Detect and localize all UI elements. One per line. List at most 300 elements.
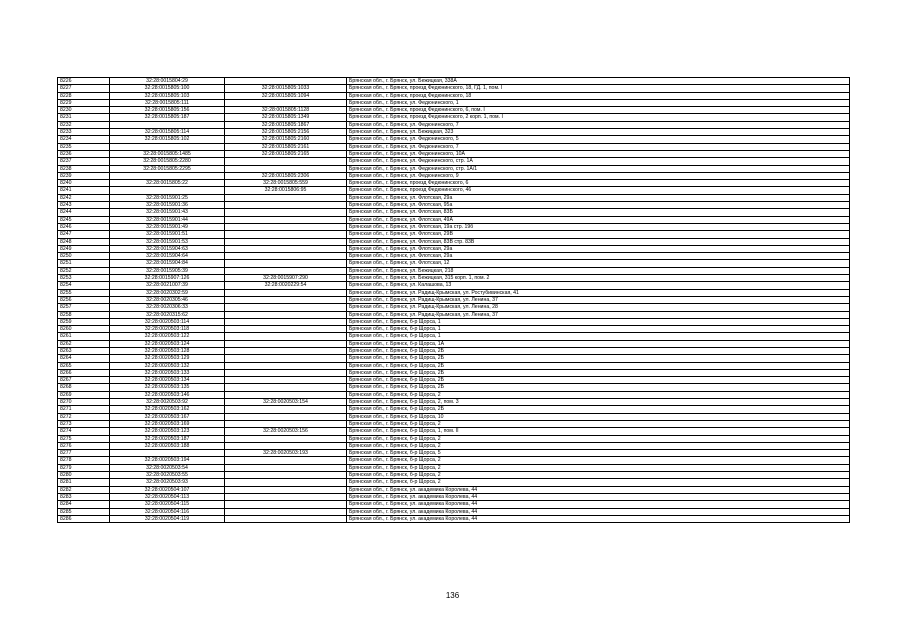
address-cell: Брянская обл., г. Брянск, б-р Щорса, 2Б bbox=[347, 406, 850, 413]
table-row bbox=[58, 479, 850, 486]
cadastral-number-cell: 32:28:0020306:33 bbox=[110, 304, 225, 311]
row-number-cell: 8248 bbox=[58, 238, 110, 245]
cadastral-number-cell: 32:28:0021007:39 bbox=[110, 282, 225, 289]
cadastral-number-cell bbox=[110, 187, 225, 194]
cadastral-number-cell: 32:28:0020503:118 bbox=[110, 326, 225, 333]
address-cell: Брянская обл., г. Брянск, ул. Бежицкая, 323 bbox=[347, 129, 850, 136]
row-number-cell: 8247 bbox=[58, 231, 110, 238]
table-row bbox=[58, 399, 850, 406]
building-cadastral-cell bbox=[225, 304, 347, 311]
building-cadastral-cell: 32:28:0020229:54 bbox=[225, 282, 347, 289]
cadastral-number-cell: 32:28:0015904:63 bbox=[110, 245, 225, 252]
building-cadastral-cell bbox=[225, 78, 347, 85]
building-cadastral-cell: 32:28:0015805:1094 bbox=[225, 92, 347, 99]
address-cell: Брянская обл., г. Брянск, ул. Федюнинского, 7 bbox=[347, 143, 850, 150]
address-cell: Брянская обл., г. Брянск, б-р Щорса, 2Б bbox=[347, 384, 850, 391]
cadastral-number-cell: 32:28:0020503:122 bbox=[110, 333, 225, 340]
row-number-cell: 8276 bbox=[58, 442, 110, 449]
table-row bbox=[58, 347, 850, 354]
row-number-cell: 8279 bbox=[58, 464, 110, 471]
row-number-cell: 8273 bbox=[58, 420, 110, 427]
row-number-cell: 8269 bbox=[58, 391, 110, 398]
cadastral-number-cell: 32:28:0020503:124 bbox=[110, 340, 225, 347]
row-number-cell: 8230 bbox=[58, 107, 110, 114]
row-number-cell: 8268 bbox=[58, 384, 110, 391]
row-number-cell: 8281 bbox=[58, 479, 110, 486]
building-cadastral-cell bbox=[225, 202, 347, 209]
row-number-cell: 8284 bbox=[58, 501, 110, 508]
table-row bbox=[58, 129, 850, 136]
row-number-cell: 8234 bbox=[58, 136, 110, 143]
table-row bbox=[58, 435, 850, 442]
cadastral-number-cell: 32:28:0020503:162 bbox=[110, 406, 225, 413]
table-row bbox=[58, 260, 850, 267]
table-row bbox=[58, 304, 850, 311]
building-cadastral-cell bbox=[225, 442, 347, 449]
building-cadastral-cell bbox=[225, 223, 347, 230]
address-cell: Брянская обл., г. Брянск, б-р Щорса, 2 bbox=[347, 420, 850, 427]
row-number-cell: 8265 bbox=[58, 362, 110, 369]
cadastral-number-cell: 32:28:0015805:1485 bbox=[110, 150, 225, 157]
address-cell: Брянская обл., г. Брянск, б-р Щорса, 1, пом. II bbox=[347, 428, 850, 435]
row-number-cell: 8282 bbox=[58, 486, 110, 493]
table-row bbox=[58, 114, 850, 121]
cadastral-number-cell: 32:28:0020503:114 bbox=[110, 318, 225, 325]
cadastral-number-cell: 32:28:0020503:135 bbox=[110, 384, 225, 391]
building-cadastral-cell bbox=[225, 209, 347, 216]
cadastral-number-cell: 32:28:0020504:119 bbox=[110, 515, 225, 522]
page-number: 136 bbox=[445, 591, 460, 600]
table-row bbox=[58, 267, 850, 274]
building-cadastral-cell bbox=[225, 165, 347, 172]
table-row bbox=[58, 150, 850, 157]
row-number-cell: 8267 bbox=[58, 377, 110, 384]
building-cadastral-cell: 32:28:0015805:2306 bbox=[225, 172, 347, 179]
building-cadastral-cell: 32:28:0015805:1128 bbox=[225, 107, 347, 114]
cadastral-number-cell: 32:28:0015907:126 bbox=[110, 275, 225, 282]
building-cadastral-cell: 32:28:0015805:1349 bbox=[225, 114, 347, 121]
building-cadastral-cell bbox=[225, 377, 347, 384]
table-row bbox=[58, 450, 850, 457]
address-cell: Брянская обл., г. Брянск, б-р Щорса, 2Б bbox=[347, 347, 850, 354]
table-row bbox=[58, 508, 850, 515]
address-cell: Брянская обл., г. Брянск, проезд Федюнинского, 46 bbox=[347, 187, 850, 194]
cadastral-number-cell: 32:28:0020503:167 bbox=[110, 413, 225, 420]
table-row bbox=[58, 158, 850, 165]
building-cadastral-cell: 32:28:0020503:154 bbox=[225, 399, 347, 406]
table-row bbox=[58, 282, 850, 289]
table-row bbox=[58, 85, 850, 92]
address-cell: Брянская обл., г. Брянск, проезд Федюнинского, 2 корп. 1, пом. I bbox=[347, 114, 850, 121]
building-cadastral-cell bbox=[225, 296, 347, 303]
building-cadastral-cell bbox=[225, 472, 347, 479]
address-cell: Брянская обл., г. Брянск, ул. Флотская, 19а стр. 19б bbox=[347, 223, 850, 230]
table-row bbox=[58, 486, 850, 493]
table-row bbox=[58, 362, 850, 369]
address-cell: Брянская обл., г. Брянск, б-р Щорса, 1 bbox=[347, 326, 850, 333]
building-cadastral-cell bbox=[225, 362, 347, 369]
address-cell: Брянская обл., г. Брянск, ул. академика Королева, 44 bbox=[347, 501, 850, 508]
row-number-cell: 8227 bbox=[58, 85, 110, 92]
cadastral-number-cell: 32:28:0015904:84 bbox=[110, 260, 225, 267]
cadastral-number-cell: 32:28:0015805:2280 bbox=[110, 158, 225, 165]
building-cadastral-cell: 32:28:0015805:2165 bbox=[225, 150, 347, 157]
address-cell: Брянская обл., г. Брянск, б-р Щорса, 2 bbox=[347, 457, 850, 464]
address-cell: Брянская обл., г. Брянск, ул. Флотская, 83В стр. 83В bbox=[347, 238, 850, 245]
table-row bbox=[58, 187, 850, 194]
address-cell: Брянская обл., г. Брянск, ул. Радищ-Крымская, ул. Ленина, 37 bbox=[347, 311, 850, 318]
table-row bbox=[58, 515, 850, 522]
table-row bbox=[58, 406, 850, 413]
row-number-cell: 8286 bbox=[58, 515, 110, 522]
row-number-cell: 8233 bbox=[58, 129, 110, 136]
building-cadastral-cell: 32:28:0015805:2160 bbox=[225, 136, 347, 143]
cadastral-number-cell: 32:28:0020315:62 bbox=[110, 311, 225, 318]
row-number-cell: 8242 bbox=[58, 194, 110, 201]
address-cell: Брянская обл., г. Брянск, б-р Щорса, 2, пом. 3 bbox=[347, 399, 850, 406]
table-row bbox=[58, 202, 850, 209]
address-cell: Брянская обл., г. Брянск, ул. Бежицкая, 338А bbox=[347, 78, 850, 85]
table-row bbox=[58, 121, 850, 128]
building-cadastral-cell bbox=[225, 245, 347, 252]
row-number-cell: 8258 bbox=[58, 311, 110, 318]
building-cadastral-cell bbox=[225, 464, 347, 471]
address-cell: Брянская обл., г. Брянск, б-р Щорса, 1 bbox=[347, 318, 850, 325]
cadastral-number-cell: 32:28:0020503:93 bbox=[110, 479, 225, 486]
row-number-cell: 8274 bbox=[58, 428, 110, 435]
row-number-cell: 8229 bbox=[58, 99, 110, 106]
cadastral-number-cell: 32:28:0020503:55 bbox=[110, 472, 225, 479]
cadastral-number-cell bbox=[110, 172, 225, 179]
address-cell: Брянская обл., г. Брянск, ул. Флотская, 29а bbox=[347, 194, 850, 201]
address-cell: Брянская обл., г. Брянск, ул. Радищ-Крымская, ул. Ростубивинская, 41 bbox=[347, 289, 850, 296]
row-number-cell: 8253 bbox=[58, 275, 110, 282]
building-cadastral-cell bbox=[225, 267, 347, 274]
cadastral-number-cell: 32:28:0020503:128 bbox=[110, 347, 225, 354]
table-row bbox=[58, 369, 850, 376]
address-cell: Брянская обл., г. Брянск, б-р Щорса, 1 bbox=[347, 333, 850, 340]
table-row bbox=[58, 245, 850, 252]
building-cadastral-cell: 32:28:0015805:2161 bbox=[225, 143, 347, 150]
cadastral-number-cell: 32:28:0020503:54 bbox=[110, 464, 225, 471]
address-cell: Брянская обл., г. Брянск, ул. академика Королева, 44 bbox=[347, 515, 850, 522]
cadastral-number-cell: 32:28:0020503:133 bbox=[110, 369, 225, 376]
address-cell: Брянская обл., г. Брянск, проезд Федюнинского, 6, пом. I bbox=[347, 107, 850, 114]
building-cadastral-cell bbox=[225, 369, 347, 376]
building-cadastral-cell bbox=[225, 99, 347, 106]
building-cadastral-cell bbox=[225, 420, 347, 427]
row-number-cell: 8278 bbox=[58, 457, 110, 464]
cadastral-number-cell: 32:28:0020503:188 bbox=[110, 442, 225, 449]
row-number-cell: 8235 bbox=[58, 143, 110, 150]
address-cell: Брянская обл., г. Брянск, ул. академика Королева, 44 bbox=[347, 508, 850, 515]
building-cadastral-cell bbox=[225, 194, 347, 201]
table-row bbox=[58, 333, 850, 340]
table-row bbox=[58, 501, 850, 508]
cadastral-number-cell bbox=[110, 450, 225, 457]
building-cadastral-cell bbox=[225, 326, 347, 333]
address-cell: Брянская обл., г. Брянск, ул. Бежицкая, 315 корп. 1, пом. 2 bbox=[347, 275, 850, 282]
table-row bbox=[58, 136, 850, 143]
cadastral-number-cell: 32:28:0020503:132 bbox=[110, 362, 225, 369]
table-row bbox=[58, 464, 850, 471]
row-number-cell: 8263 bbox=[58, 347, 110, 354]
row-number-cell: 8256 bbox=[58, 296, 110, 303]
cadastral-number-cell bbox=[110, 121, 225, 128]
building-cadastral-cell: 32:28:0015805:2156 bbox=[225, 129, 347, 136]
table-row bbox=[58, 442, 850, 449]
table-row bbox=[58, 355, 850, 362]
table-row bbox=[58, 391, 850, 398]
table-row bbox=[58, 296, 850, 303]
table-row bbox=[58, 420, 850, 427]
building-cadastral-cell bbox=[225, 515, 347, 522]
address-cell: Брянская обл., г. Брянск, ул. Бежицкая, 218 bbox=[347, 267, 850, 274]
address-cell: Брянская обл., г. Брянск, б-р Щорса, 2Б bbox=[347, 377, 850, 384]
table-row bbox=[58, 340, 850, 347]
building-cadastral-cell bbox=[225, 158, 347, 165]
row-number-cell: 8271 bbox=[58, 406, 110, 413]
row-number-cell: 8264 bbox=[58, 355, 110, 362]
cadastral-number-cell: 32:28:0015805:114 bbox=[110, 129, 225, 136]
table-row bbox=[58, 92, 850, 99]
cadastral-number-cell: 32:28:0020503:92 bbox=[110, 399, 225, 406]
building-cadastral-cell bbox=[225, 289, 347, 296]
building-cadastral-cell: 32:28:0020503:156 bbox=[225, 428, 347, 435]
address-cell: Брянская обл., г. Брянск, б-р Щорса, 2 bbox=[347, 391, 850, 398]
cadastral-number-cell: 32:28:0015805:111 bbox=[110, 99, 225, 106]
row-number-cell: 8257 bbox=[58, 304, 110, 311]
table-row bbox=[58, 384, 850, 391]
table-row bbox=[58, 311, 850, 318]
table-row bbox=[58, 275, 850, 282]
table-row bbox=[58, 238, 850, 245]
address-cell: Брянская обл., г. Брянск, ул. Флотская, 49А bbox=[347, 216, 850, 223]
table-row bbox=[58, 107, 850, 114]
cadastral-number-cell: 32:28:0020504:116 bbox=[110, 508, 225, 515]
address-cell: Брянская обл., г. Брянск, ул. Федюнинского, 5 bbox=[347, 136, 850, 143]
table-row bbox=[58, 180, 850, 187]
table-row bbox=[58, 172, 850, 179]
address-cell: Брянская обл., г. Брянск, б-р Щорса, 1А bbox=[347, 340, 850, 347]
cadastral-number-cell: 32:28:0015805:103 bbox=[110, 92, 225, 99]
row-number-cell: 8285 bbox=[58, 508, 110, 515]
building-cadastral-cell bbox=[225, 479, 347, 486]
address-cell: Брянская обл., г. Брянск, ул. Флотская, 83Б bbox=[347, 209, 850, 216]
cadastral-number-cell: 32:28:0015805:102 bbox=[110, 136, 225, 143]
cadastral-number-cell: 32:28:0020504:115 bbox=[110, 501, 225, 508]
table-row bbox=[58, 223, 850, 230]
building-cadastral-cell bbox=[225, 493, 347, 500]
row-number-cell: 8237 bbox=[58, 158, 110, 165]
address-cell: Брянская обл., г. Брянск, ул. Радищ-Крымская, ул. Ленина, 37 bbox=[347, 296, 850, 303]
row-number-cell: 8255 bbox=[58, 289, 110, 296]
address-cell: Брянская обл., г. Брянск, ул. Флотская, 95а bbox=[347, 202, 850, 209]
row-number-cell: 8239 bbox=[58, 172, 110, 179]
cadastral-number-cell: 32:28:0020305:46 bbox=[110, 296, 225, 303]
table-row bbox=[58, 231, 850, 238]
table-row bbox=[58, 253, 850, 260]
table-row bbox=[58, 377, 850, 384]
building-cadastral-cell bbox=[225, 457, 347, 464]
table-body bbox=[58, 78, 850, 523]
row-number-cell: 8283 bbox=[58, 493, 110, 500]
cadastral-number-cell: 32:28:0015901:36 bbox=[110, 202, 225, 209]
building-cadastral-cell bbox=[225, 216, 347, 223]
table-row bbox=[58, 165, 850, 172]
address-cell: Брянская обл., г. Брянск, проезд Федюнинского, 18, ГД. 1, пом. I bbox=[347, 85, 850, 92]
building-cadastral-cell bbox=[225, 238, 347, 245]
building-cadastral-cell bbox=[225, 347, 347, 354]
cadastral-number-cell: 32:28:0015901:43 bbox=[110, 209, 225, 216]
address-cell: Брянская обл., г. Брянск, б-р Щорса, 2Б bbox=[347, 369, 850, 376]
address-cell: Брянская обл., г. Брянск, б-р Щорса, 5 bbox=[347, 450, 850, 457]
row-number-cell: 8260 bbox=[58, 326, 110, 333]
cadastral-number-cell: 32:28:0015805:100 bbox=[110, 85, 225, 92]
building-cadastral-cell bbox=[225, 231, 347, 238]
address-cell: Брянская обл., г. Брянск, ул. Флотская, 29а bbox=[347, 253, 850, 260]
row-number-cell: 8249 bbox=[58, 245, 110, 252]
row-number-cell: 8241 bbox=[58, 187, 110, 194]
row-number-cell: 8262 bbox=[58, 340, 110, 347]
cadastral-number-cell: 32:28:0015805:156 bbox=[110, 107, 225, 114]
address-cell: Брянская обл., г. Брянск, б-р Щорса, 2 bbox=[347, 479, 850, 486]
cadastral-number-cell: 32:28:0015901:49 bbox=[110, 223, 225, 230]
address-cell: Брянская обл., г. Брянск, б-р Щорса, 2 bbox=[347, 472, 850, 479]
building-cadastral-cell: 32:28:0015805:1033 bbox=[225, 85, 347, 92]
cadastral-number-cell: 32:28:0015901:53 bbox=[110, 238, 225, 245]
row-number-cell: 8232 bbox=[58, 121, 110, 128]
building-cadastral-cell bbox=[225, 486, 347, 493]
row-number-cell: 8226 bbox=[58, 78, 110, 85]
address-cell: Брянская обл., г. Брянск, б-р Щорса, 2 bbox=[347, 442, 850, 449]
address-cell: Брянская обл., г. Брянск, б-р Щорса, 2 bbox=[347, 435, 850, 442]
table-row bbox=[58, 318, 850, 325]
row-number-cell: 8266 bbox=[58, 369, 110, 376]
row-number-cell: 8275 bbox=[58, 435, 110, 442]
cadastral-number-cell: 32:28:0020504:107 bbox=[110, 486, 225, 493]
row-number-cell: 8277 bbox=[58, 450, 110, 457]
address-cell: Брянская обл., г. Брянск, ул. Флотская, 29а bbox=[347, 245, 850, 252]
row-number-cell: 8236 bbox=[58, 150, 110, 157]
address-cell: Брянская обл., г. Брянск, ул. Флотская, 12 bbox=[347, 260, 850, 267]
building-cadastral-cell bbox=[225, 501, 347, 508]
table-row bbox=[58, 472, 850, 479]
address-cell: Брянская обл., г. Брянск, ул. академика Королева, 44 bbox=[347, 493, 850, 500]
row-number-cell: 8259 bbox=[58, 318, 110, 325]
building-cadastral-cell: 32:28:0015806:95 bbox=[225, 187, 347, 194]
row-number-cell: 8280 bbox=[58, 472, 110, 479]
table-row bbox=[58, 209, 850, 216]
cadastral-number-cell: 32:28:0020503:169 bbox=[110, 420, 225, 427]
building-cadastral-cell: 32:28:0020503:193 bbox=[225, 450, 347, 457]
row-number-cell: 8240 bbox=[58, 180, 110, 187]
address-cell: Брянская обл., г. Брянск, ул. Федюнинского, стр. 1А/1 bbox=[347, 165, 850, 172]
cadastral-number-cell: 32:28:0015805:2295 bbox=[110, 165, 225, 172]
cadastral-number-cell: 32:28:0020302:59 bbox=[110, 289, 225, 296]
table-row bbox=[58, 289, 850, 296]
building-cadastral-cell bbox=[225, 311, 347, 318]
table-row bbox=[58, 194, 850, 201]
row-number-cell: 8238 bbox=[58, 165, 110, 172]
cadastral-number-cell: 32:28:0015905:39 bbox=[110, 267, 225, 274]
address-cell: Брянская обл., г. Брянск, ул. Федюнинского, 7 bbox=[347, 121, 850, 128]
table-row bbox=[58, 457, 850, 464]
cadastral-number-cell: 32:28:0020504:113 bbox=[110, 493, 225, 500]
row-number-cell: 8245 bbox=[58, 216, 110, 223]
cadastral-number-cell: 32:28:0020503:134 bbox=[110, 377, 225, 384]
row-number-cell: 8270 bbox=[58, 399, 110, 406]
row-number-cell: 8272 bbox=[58, 413, 110, 420]
row-number-cell: 8252 bbox=[58, 267, 110, 274]
cadastral-number-cell: 32:28:0020503:129 bbox=[110, 355, 225, 362]
address-cell: Брянская обл., г. Брянск, б-р Щорса, 2Б bbox=[347, 362, 850, 369]
table-row bbox=[58, 413, 850, 420]
cadastral-number-cell: 32:28:0020503:146 bbox=[110, 391, 225, 398]
address-cell: Брянская обл., г. Брянск, ул. Флотская, 29В bbox=[347, 231, 850, 238]
document-table bbox=[57, 77, 850, 523]
building-cadastral-cell: 32:28:0015907:290 bbox=[225, 275, 347, 282]
address-cell: Брянская обл., г. Брянск, б-р Щорса, 2Б bbox=[347, 355, 850, 362]
building-cadastral-cell bbox=[225, 260, 347, 267]
row-number-cell: 8243 bbox=[58, 202, 110, 209]
building-cadastral-cell bbox=[225, 333, 347, 340]
cadastral-number-cell: 32:28:0015901:25 bbox=[110, 194, 225, 201]
cadastral-number-cell: 32:28:0015805:22 bbox=[110, 180, 225, 187]
address-cell: Брянская обл., г. Брянск, проезд Федюнинского, 18 bbox=[347, 92, 850, 99]
building-cadastral-cell bbox=[225, 384, 347, 391]
address-cell: Брянская обл., г. Брянск, ул. Федюнинского, 10А bbox=[347, 150, 850, 157]
row-number-cell: 8246 bbox=[58, 223, 110, 230]
building-cadastral-cell bbox=[225, 391, 347, 398]
cadastral-number-cell: 32:28:0015904:64 bbox=[110, 253, 225, 260]
address-cell: Брянская обл., г. Брянск, ул. Федюнинского, 1 bbox=[347, 99, 850, 106]
building-cadastral-cell: 32:28:0015805:1867 bbox=[225, 121, 347, 128]
building-cadastral-cell bbox=[225, 413, 347, 420]
cadastral-number-cell: 32:28:0015901:44 bbox=[110, 216, 225, 223]
address-cell: Брянская обл., г. Брянск, ул. академика Королева, 44 bbox=[347, 486, 850, 493]
building-cadastral-cell bbox=[225, 318, 347, 325]
table-row bbox=[58, 143, 850, 150]
building-cadastral-cell bbox=[225, 435, 347, 442]
table-row bbox=[58, 216, 850, 223]
cadastral-number-cell: 32:28:0015804:29 bbox=[110, 78, 225, 85]
row-number-cell: 8251 bbox=[58, 260, 110, 267]
cadastral-number-cell: 32:28:0020503:123 bbox=[110, 428, 225, 435]
row-number-cell: 8244 bbox=[58, 209, 110, 216]
address-cell: Брянская обл., г. Брянск, ул. Радищ-Крымская, ул. Ленина, 28 bbox=[347, 304, 850, 311]
cadastral-number-cell: 32:28:0020503:187 bbox=[110, 435, 225, 442]
building-cadastral-cell bbox=[225, 508, 347, 515]
table-row bbox=[58, 99, 850, 106]
address-cell: Брянская обл., г. Брянск, ул. Калашова, 13 bbox=[347, 282, 850, 289]
building-cadastral-cell bbox=[225, 355, 347, 362]
address-cell: Брянская обл., г. Брянск, ул. Федюнинского, 9 bbox=[347, 172, 850, 179]
address-cell: Брянская обл., г. Брянск, б-р Щорса, 2 bbox=[347, 464, 850, 471]
row-number-cell: 8261 bbox=[58, 333, 110, 340]
table-row bbox=[58, 326, 850, 333]
building-cadastral-cell bbox=[225, 406, 347, 413]
cadastral-number-cell: 32:28:0020503:194 bbox=[110, 457, 225, 464]
table-row bbox=[58, 493, 850, 500]
address-cell: Брянская обл., г. Брянск, б-р Щорса, 10 bbox=[347, 413, 850, 420]
cadastral-number-cell bbox=[110, 143, 225, 150]
address-cell: Брянская обл., г. Брянск, ул. Федюнинского, стр. 1А bbox=[347, 158, 850, 165]
address-cell: Брянская обл., г. Брянск, проезд Федюнинского, 6 bbox=[347, 180, 850, 187]
row-number-cell: 8231 bbox=[58, 114, 110, 121]
building-cadastral-cell: 32:28:0015805:559 bbox=[225, 180, 347, 187]
building-cadastral-cell bbox=[225, 340, 347, 347]
